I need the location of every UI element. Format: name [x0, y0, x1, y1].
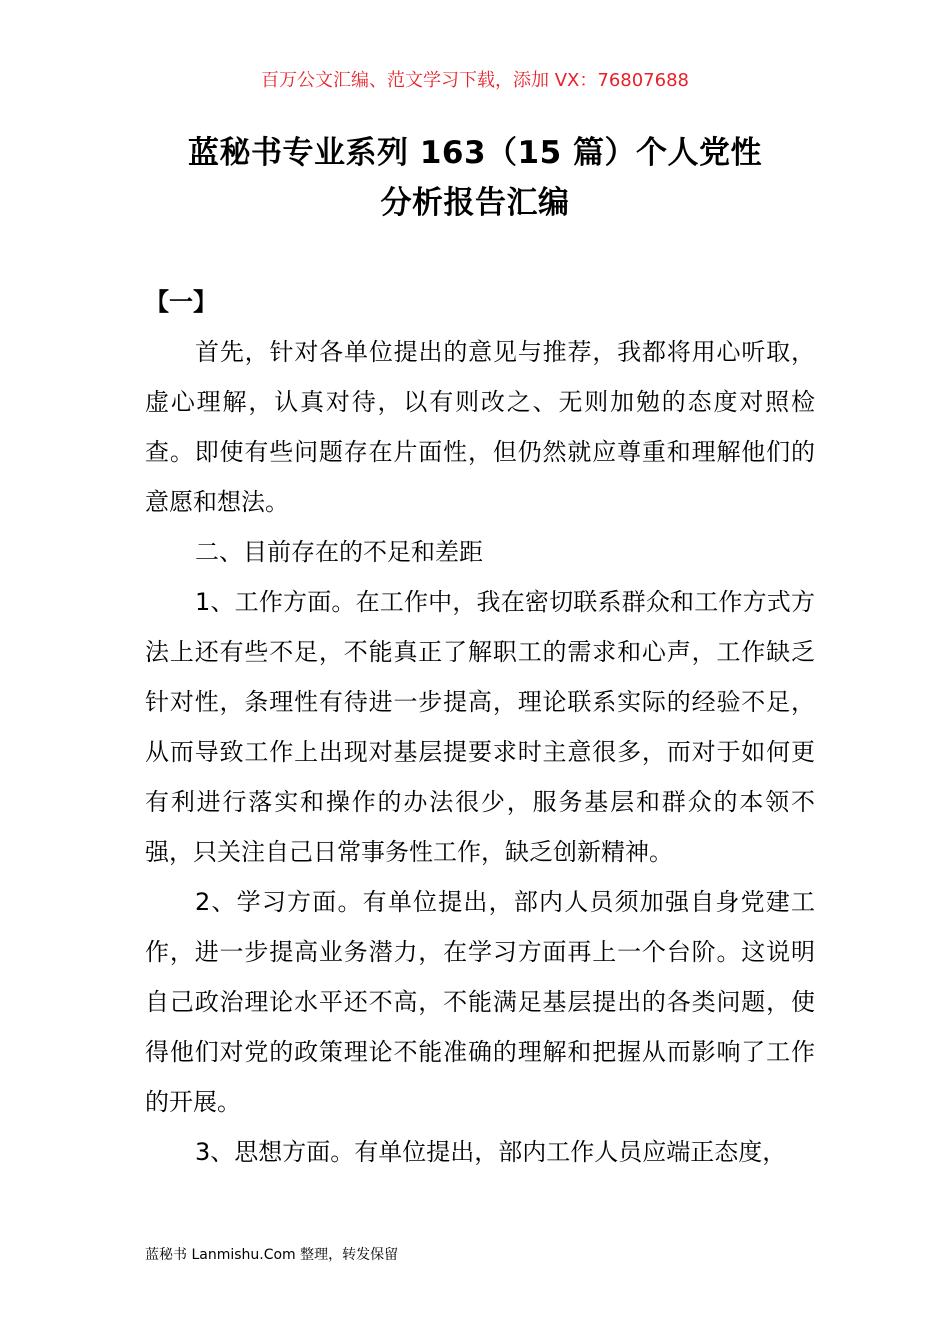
paragraph-work: 1、工作方面。在工作中，我在密切联系群众和工作方式方法上还有些不足，不能真正了解职工的需求和心声，工作缺乏针对性，条理性有待进一步提高，理论联系实际的经验不足，从而导致工作上出现对基层提要求时主意很多，而对于如何更有利进行落实和操作的办法很少，服务基层和群众的本领不强，只关注自己日常事务性工作，缺乏创新精神。 — [145, 588, 815, 866]
paragraph-study: 2、学习方面。有单位提出，部内人员须加强自身党建工作，进一步提高业务潜力，在学习方面再上一个台阶。这说明自己政治理论水平还不高，不能满足基层提出的各类问题，使得他们对党的政策理论不能准确的理解和把握从而影响了工作的开展。 — [145, 888, 815, 1116]
section-marker: 【一】 — [145, 288, 217, 316]
document-title-line-2: 分析报告汇编 — [380, 185, 570, 221]
heading-shortcomings: 二、目前存在的不足和差距 — [195, 538, 483, 566]
paragraph-thinking: 3、思想方面。有单位提出，部内工作人员应端正态度， — [195, 1138, 787, 1166]
footer-attribution: 蓝秘书 Lanmishu.Com 整理，转发保留 — [145, 1247, 399, 1263]
paragraph-intro: 首先，针对各单位提出的意见与推荐，我都将用心听取，虚心理解，认真对待，以有则改之、无则加勉的态度对照检查。即使有些问题存在片面性，但仍然就应尊重和理解他们的意愿和想法。 — [145, 338, 815, 516]
document-title-line-1: 蓝秘书专业系列 163（15 篇）个人党性 — [188, 135, 762, 171]
document-body — [145, 277, 815, 1177]
document-title — [120, 128, 830, 228]
header-promo-note: 百万公文汇编、范文学习下载，添加 VX：76807688 — [261, 70, 689, 91]
